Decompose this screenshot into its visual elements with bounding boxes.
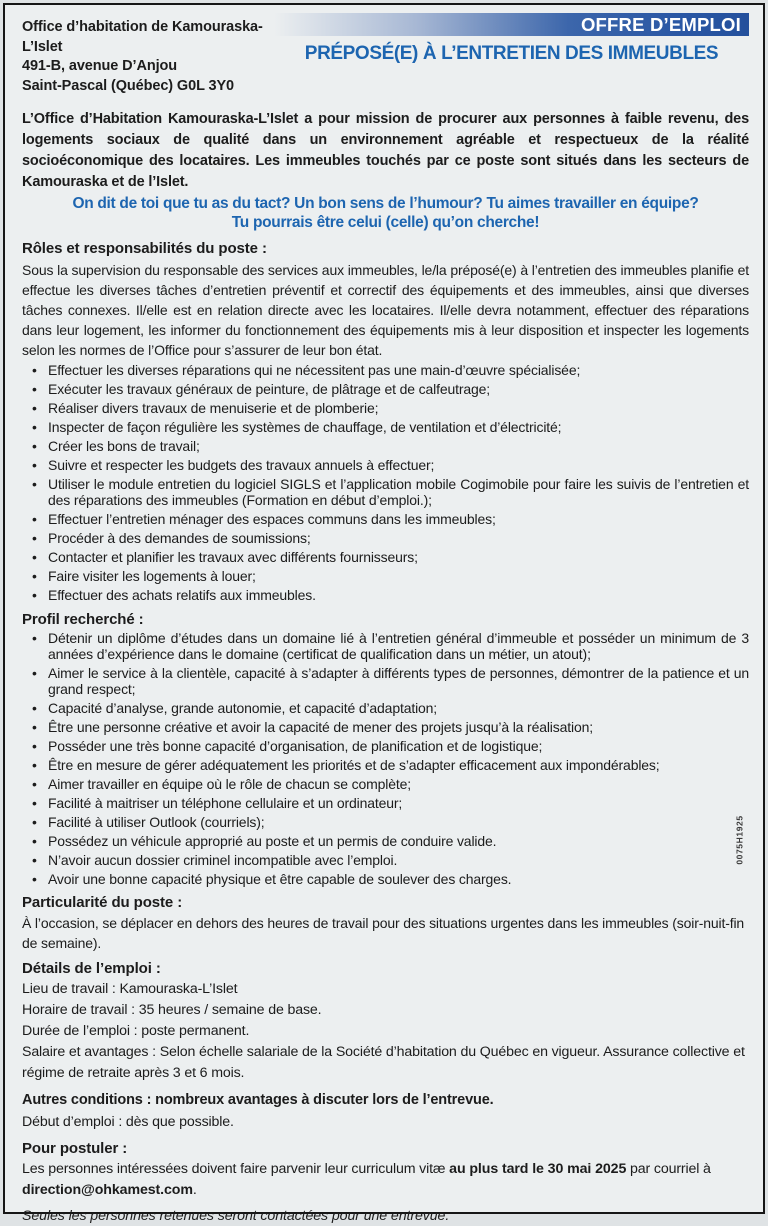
profile-item: • Facilité à maitriser un téléphone cellulaire et un ordinateur; <box>22 795 749 811</box>
intro-paragraph: L’Office d’Habitation Kamouraska-L’Islet a pour mission de procurer aux personnes à faible revenu, des logements sociaux de qualité dans un environnement agréable et respectueux de la réalité socioéconomique des locataires. Les immeubles touchés par ce poste sont situés dans les secteurs de Kamouraska et de l’Islet. <box>22 111 749 190</box>
roles-item: • Inspecter de façon régulière les systèmes de chauffage, de ventilation et d’électricité; <box>22 419 749 435</box>
roles-item: • Contacter et planifier les travaux avec différents fournisseurs; <box>22 549 749 565</box>
detail-line-schedule: Horaire de travail : 35 heures / semaine de base. <box>22 1002 322 1018</box>
profile-item: • Capacité d’analyse, grande autonomie, et capacité d’adaptation; <box>22 700 749 716</box>
profile-item: • Avoir une bonne capacité physique et être capable de soulever des charges. <box>22 871 749 887</box>
address-line-2: Saint-Pascal (Québec) G0L 3Y0 <box>22 77 235 94</box>
profile-list <box>22 630 749 887</box>
apply-text-before: Les personnes intéressées doivent faire parvenir leur curriculum vitæ <box>22 1161 450 1177</box>
profile-item: • Détenir un diplôme d’études dans un domaine lié à l’entretien général d’immeuble et posséder un minimum de 3 années d’expérience dans le domaine (certificat de qualification dans un métier, un atout); <box>22 630 749 662</box>
profile-item: • Être une personne créative et avoir la capacité de mener des projets jusqu’à la réalisation; <box>22 719 749 735</box>
roles-item: • Effectuer les diverses réparations qui ne nécessitent pas une main-d’œuvre spécialisée; <box>22 362 749 378</box>
profile-item: • Posséder une très bonne capacité d’organisation, de planification et de logistique; <box>22 738 749 754</box>
apply-email: direction@ohkamest.com <box>22 1182 193 1198</box>
profile-item: • N’avoir aucun dossier criminel incompatible avec l’emploi. <box>22 852 749 868</box>
apply-period: . <box>192 1182 197 1198</box>
address-line-1: 491-B, avenue D’Anjou <box>22 58 178 74</box>
apply-heading: Pour postuler : <box>22 1140 128 1157</box>
detail-line-location: Lieu de travail : Kamouraska-L’Islet <box>22 981 238 997</box>
header <box>22 13 749 96</box>
apply-paragraph <box>22 1159 749 1201</box>
profile-item: • Aimer le service à la clientèle, capacité à s’adapter à différents types de personnes, démontrer de la patience et un grand respect; <box>22 665 749 697</box>
profile-item: • Possédez un véhicule approprié au poste et un permis de conduire valide. <box>22 833 749 849</box>
apply-deadline: au plus tard le 30 mai 2025 <box>449 1161 627 1177</box>
start-date: Début d’emploi : dès que possible. <box>22 1114 234 1130</box>
ad-code: 0075H1925 <box>734 815 745 865</box>
roles-item: • Réaliser divers travaux de menuiserie et de plomberie; <box>22 400 749 416</box>
details-heading: Détails de l’emploi : <box>22 960 161 977</box>
roles-item: • Effectuer l’entretien ménager des espaces communs dans les immeubles; <box>22 511 749 527</box>
job-posting-page <box>3 3 765 1224</box>
profile-item: • Facilité à utiliser Outlook (courriels); <box>22 814 749 830</box>
apply-text-middle: par courriel à <box>626 1161 711 1177</box>
header-right <box>274 13 749 65</box>
roles-paragraph: Sous la supervision du responsable des services aux immeubles, le/la préposé(e) à l’entretien des immeubles planifie et effectue les diverses tâches d’entretien préventif et correctif des équipements et des immeubles, ainsi que diverses tâches connexes. Il/elle est en relation directe avec les locataires. Il/elle devra notamment, effectuer des réparations dans leur logement, les informer du fonctionnement des équipements mis à leur disposition et inspecter les logements selon les normes de l’Office pour s’assurer de leur bon état. <box>22 262 749 358</box>
details-lines <box>22 979 749 1084</box>
job-title: PRÉPOSÉ(E) À L’ENTRETIEN DES IMMEUBLES <box>304 43 719 64</box>
profile-item: • Être en mesure de gérer adéquatement les priorités et de s’adapter efficacement aux impondérables; <box>22 757 749 773</box>
roles-item: • Créer les bons de travail; <box>22 438 749 454</box>
tagline-line-2: Tu pourrais être celui (celle) qu’on cherche! <box>231 214 540 231</box>
roles-item: • Utiliser le module entretien du logiciel SIGLS et l’application mobile Cogimobile pour faire les suivis de l’entretien et des réparations des immeubles (Formation en début d’emploi.); <box>22 476 749 508</box>
other-conditions: Autres conditions : nombreux avantages à discuter lors de l’entrevue. <box>22 1092 494 1108</box>
offre-emploi-banner: OFFRE D’EMPLOI <box>274 13 749 36</box>
particularity-text: À l’occasion, se déplacer en dehors des heures de travail pour des situations urgentes dans les immeubles (soir-nuit-fin de semaine). <box>22 915 745 951</box>
roles-item: • Effectuer des achats relatifs aux immeubles. <box>22 587 749 603</box>
profile-item: • Aimer travailler en équipe où le rôle de chacun se complète; <box>22 776 749 792</box>
roles-item: • Exécuter les travaux généraux de peinture, de plâtrage et de calfeutrage; <box>22 381 749 397</box>
org-address <box>22 13 274 96</box>
detail-line-duration: Durée de l’emploi : poste permanent. <box>22 1023 250 1039</box>
tagline-line-1: On dit de toi que tu as du tact? Un bon sens de l’humour? Tu aimes travailler en équipe? <box>72 195 699 212</box>
roles-item: • Procéder à des demandes de soumissions; <box>22 530 749 546</box>
particularity-heading: Particularité du poste : <box>22 894 183 911</box>
roles-list <box>22 362 749 603</box>
detail-line-salary: Salaire et avantages : Selon échelle salariale de la Société d’habitation du Québec en vigueur. Assurance collective et régime de retraite après 3 et 6 mois. <box>22 1044 745 1081</box>
roles-item: • Faire visiter les logements à louer; <box>22 568 749 584</box>
selection-note: Seules les personnes retenues seront contactées pour une entrevue. <box>22 1208 450 1224</box>
org-name: Office d’habitation de Kamouraska-L’Islet <box>22 19 263 55</box>
profile-heading: Profil recherché : <box>22 611 144 628</box>
roles-item: • Suivre et respecter les budgets des travaux annuels à effectuer; <box>22 457 749 473</box>
roles-heading: Rôles et responsabilités du poste : <box>22 240 267 257</box>
tagline <box>22 194 749 232</box>
